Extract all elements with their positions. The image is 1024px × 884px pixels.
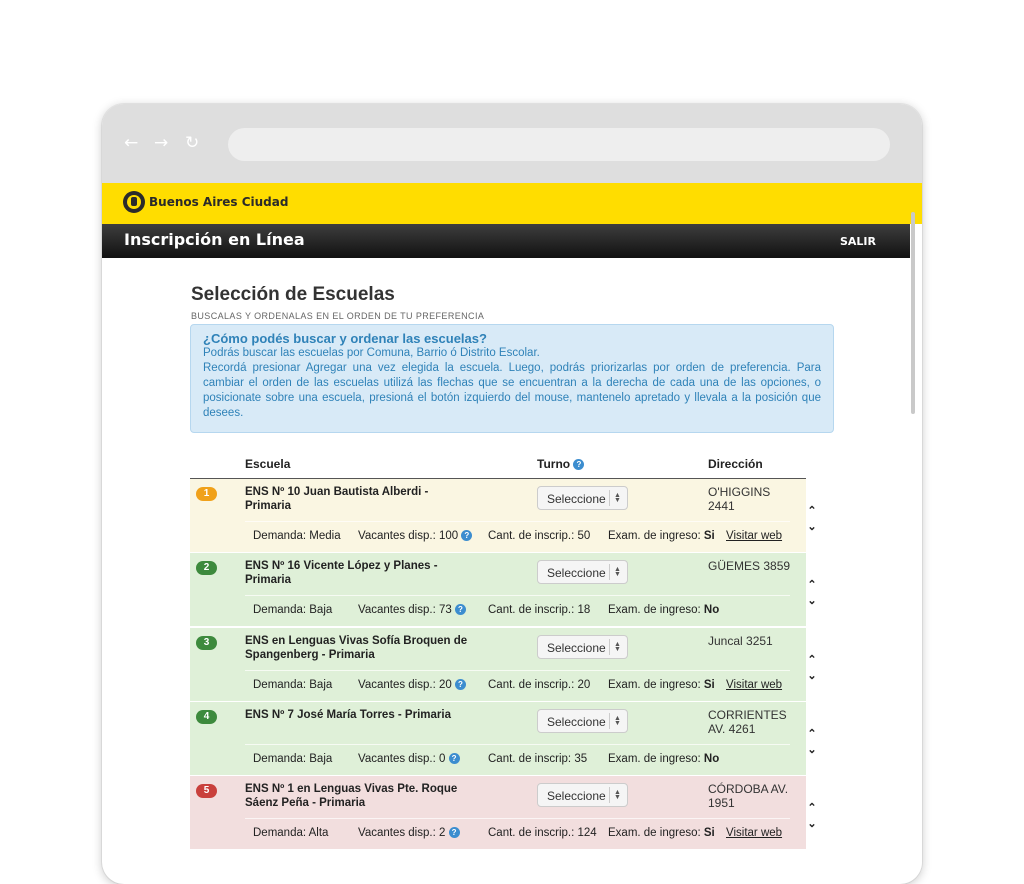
reorder-controls: [802, 726, 822, 758]
examen-info: [608, 679, 715, 691]
demanda-value: Alta: [308, 827, 329, 839]
demanda-label: Demanda:: [253, 604, 307, 616]
vacantes-label: Vacantes disp.:: [358, 530, 436, 542]
move-down-icon[interactable]: ⌄: [807, 595, 817, 607]
priority-badge: 1: [196, 487, 217, 501]
reorder-controls: [802, 800, 822, 832]
school-name: ENS Nº 10 Juan Bautista Alberdi - Primaria: [245, 486, 429, 512]
examen-value: No: [703, 753, 720, 765]
move-down-icon[interactable]: ⌄: [807, 744, 817, 756]
row-divider: [245, 595, 790, 596]
help-icon[interactable]: ?: [461, 530, 472, 541]
vacantes-label: Vacantes disp.:: [358, 679, 436, 691]
examen-label: Exam. de ingreso:: [608, 753, 701, 765]
demanda-label: Demanda:: [253, 530, 307, 542]
app-header: [102, 224, 910, 258]
demanda-info: [253, 753, 332, 765]
examen-label: Exam. de ingreso:: [608, 679, 701, 691]
turno-select-value: Seleccione: [547, 566, 606, 580]
column-header-escuela: Escuela: [245, 457, 291, 471]
inscriptos-label: Cant. de inscrip.:: [488, 827, 575, 839]
examen-info: [608, 753, 719, 765]
visit-website-link[interactable]: Visitar web: [726, 530, 783, 542]
vacantes-value: 2: [438, 827, 446, 839]
demanda-info: [253, 827, 328, 839]
examen-value: No: [703, 604, 720, 616]
app-title: Inscripción en Línea: [124, 230, 305, 249]
turno-select[interactable]: [537, 635, 628, 659]
turno-select[interactable]: [537, 709, 628, 733]
vacantes-value: 100: [438, 530, 459, 542]
demanda-info: [253, 604, 332, 616]
help-icon[interactable]: ?: [455, 679, 466, 690]
inscriptos-label: Cant. de inscrip:: [488, 753, 572, 765]
select-updown-icon: ▲ ▼: [614, 492, 621, 504]
examen-info: [608, 827, 715, 839]
move-up-icon[interactable]: ⌃: [807, 579, 817, 591]
demanda-info: [253, 530, 341, 542]
back-arrow-icon[interactable]: ←: [124, 133, 139, 153]
school-row[interactable]: [190, 553, 817, 626]
logout-link[interactable]: SALIR: [839, 235, 876, 248]
select-divider: [609, 787, 610, 803]
reorder-controls: [802, 577, 822, 609]
demanda-label: Demanda:: [253, 679, 307, 691]
move-down-icon[interactable]: ⌄: [807, 670, 817, 682]
priority-badge: 5: [196, 784, 217, 798]
help-icon[interactable]: ?: [573, 459, 584, 470]
school-address: CÓRDOBA AV. 1951: [708, 782, 789, 810]
vacantes-info: [358, 604, 466, 616]
info-title: ¿Cómo podés buscar y ordenar las escuelas?: [203, 331, 487, 346]
inscriptos-info: [488, 753, 587, 765]
school-name: ENS Nº 16 Vicente López y Planes - Primaria: [245, 560, 438, 586]
examen-label: Exam. de ingreso:: [608, 530, 701, 542]
school-name: ENS en Lenguas Vivas Sofía Broquen de Spangenberg - Primaria: [245, 635, 468, 661]
school-row[interactable]: [190, 628, 817, 701]
reorder-controls: [802, 652, 822, 684]
vacantes-info: [358, 530, 472, 542]
vacantes-label: Vacantes disp.:: [358, 604, 436, 616]
select-divider: [609, 564, 610, 580]
move-down-icon[interactable]: ⌄: [807, 521, 817, 533]
select-updown-icon: ▲ ▼: [614, 715, 621, 727]
column-header-direccion: Dirección: [708, 457, 763, 471]
school-address: CORRIENTES AV. 4261: [708, 708, 787, 736]
select-updown-icon: ▲ ▼: [614, 641, 621, 653]
turno-select[interactable]: [537, 783, 628, 807]
row-divider: [245, 818, 790, 819]
row-divider: [245, 670, 790, 671]
inscriptos-label: Cant. de inscrip.:: [488, 679, 575, 691]
vacantes-value: 0: [438, 753, 446, 765]
move-up-icon[interactable]: ⌃: [807, 505, 817, 517]
row-divider: [245, 521, 790, 522]
inscriptos-value: 35: [574, 753, 588, 765]
vacantes-info: [358, 827, 460, 839]
priority-badge: 3: [196, 636, 217, 650]
brand-name: Buenos Aires Ciudad: [149, 195, 289, 209]
vacantes-value: 20: [438, 679, 452, 691]
school-name: ENS Nº 7 José María Torres - Primaria: [245, 709, 451, 721]
demanda-value: Baja: [309, 753, 333, 765]
school-row[interactable]: [190, 702, 817, 775]
vacantes-label: Vacantes disp.:: [358, 753, 436, 765]
info-text-2: Recordá presionar Agregar una vez elegida la escuela. Luego, podrás priorizarlas por orden de preferencia. Para cambiar el orden de las escuelas utilizá las flechas que se encuentran a la derecha de cada una de las opciones, o posicionate sobre una escuela, presioná el botón izquierdo del mouse, mantenelo apretado y llevala a la posición que desees.: [203, 362, 821, 419]
priority-badge: 4: [196, 710, 217, 724]
help-icon[interactable]: ?: [455, 604, 466, 615]
vacantes-value: 73: [438, 604, 452, 616]
select-divider: [609, 713, 610, 729]
reorder-controls: [802, 503, 822, 535]
examen-value: Si: [703, 530, 715, 542]
vacantes-label: Vacantes disp.:: [358, 827, 436, 839]
examen-label: Exam. de ingreso:: [608, 827, 701, 839]
examen-info: [608, 604, 719, 616]
select-updown-icon: ▲ ▼: [614, 566, 621, 578]
help-icon[interactable]: ?: [449, 753, 460, 764]
move-down-icon[interactable]: ⌄: [807, 818, 817, 830]
turno-select[interactable]: [537, 486, 628, 510]
vacantes-info: [358, 753, 460, 765]
turno-select-value: Seleccione: [547, 715, 606, 729]
school-row[interactable]: [190, 479, 817, 552]
visit-website-link[interactable]: Visitar web: [726, 679, 783, 691]
forward-arrow-icon[interactable]: →: [154, 133, 169, 153]
examen-info: [608, 530, 715, 542]
move-up-icon[interactable]: ⌃: [807, 728, 817, 740]
inscriptos-info: [488, 604, 590, 616]
school-row[interactable]: [190, 776, 817, 849]
help-icon[interactable]: ?: [449, 827, 460, 838]
reload-icon[interactable]: ↻: [185, 133, 200, 153]
inscriptos-label: Cant. de inscrip.:: [488, 530, 575, 542]
inscriptos-value: 124: [577, 827, 597, 839]
school-address: O'HIGGINS 2441: [708, 485, 771, 513]
scrollbar-thumb[interactable]: [911, 212, 915, 414]
info-text-1: Podrás buscar las escuelas por Comuna, Barrio ó Distrito Escolar.: [203, 347, 540, 359]
move-up-icon[interactable]: ⌃: [807, 802, 817, 814]
priority-badge: 2: [196, 561, 217, 575]
inscriptos-value: 50: [577, 530, 591, 542]
visit-website-link[interactable]: Visitar web: [726, 827, 783, 839]
browser-toolbar: [102, 104, 922, 184]
select-divider: [609, 639, 610, 655]
inscriptos-value: 20: [577, 679, 591, 691]
demanda-info: [253, 679, 332, 691]
address-bar[interactable]: [228, 128, 890, 161]
turno-select-value: Seleccione: [547, 789, 606, 803]
select-updown-icon: ▲ ▼: [614, 789, 621, 801]
demanda-value: Baja: [309, 679, 333, 691]
column-header-turno: Turno ?: [537, 457, 584, 471]
examen-value: Si: [703, 827, 715, 839]
browser-window: [102, 104, 922, 884]
examen-label: Exam. de ingreso:: [608, 604, 701, 616]
move-up-icon[interactable]: ⌃: [807, 654, 817, 666]
school-address: Juncal 3251: [708, 634, 773, 648]
examen-value: Si: [703, 679, 715, 691]
turno-select-value: Seleccione: [547, 641, 606, 655]
inscriptos-info: [488, 827, 597, 839]
select-divider: [609, 490, 610, 506]
inscriptos-label: Cant. de inscrip.:: [488, 604, 575, 616]
vacantes-info: [358, 679, 466, 691]
school-address: GÜEMES 3859: [708, 559, 791, 573]
turno-select-value: Seleccione: [547, 492, 606, 506]
turno-select[interactable]: [537, 560, 628, 584]
buenos-aires-logo-icon: [123, 191, 145, 213]
page-title: Selección de Escuelas: [191, 284, 395, 305]
page-subtitle: BUSCALAS Y ORDENALAS EN EL ORDEN DE TU PREFERENCIA: [191, 311, 485, 321]
school-name: ENS Nº 1 en Lenguas Vivas Pte. Roque Sáenz Peña - Primaria: [245, 783, 458, 809]
help-info-box: [190, 324, 834, 433]
row-divider: [245, 744, 790, 745]
brand-bar: [102, 183, 922, 224]
demanda-value: Media: [309, 530, 341, 542]
inscriptos-info: [488, 679, 590, 691]
inscriptos-value: 18: [577, 604, 591, 616]
demanda-label: Demanda:: [253, 827, 307, 839]
inscriptos-info: [488, 530, 590, 542]
demanda-label: Demanda:: [253, 753, 307, 765]
demanda-value: Baja: [309, 604, 333, 616]
